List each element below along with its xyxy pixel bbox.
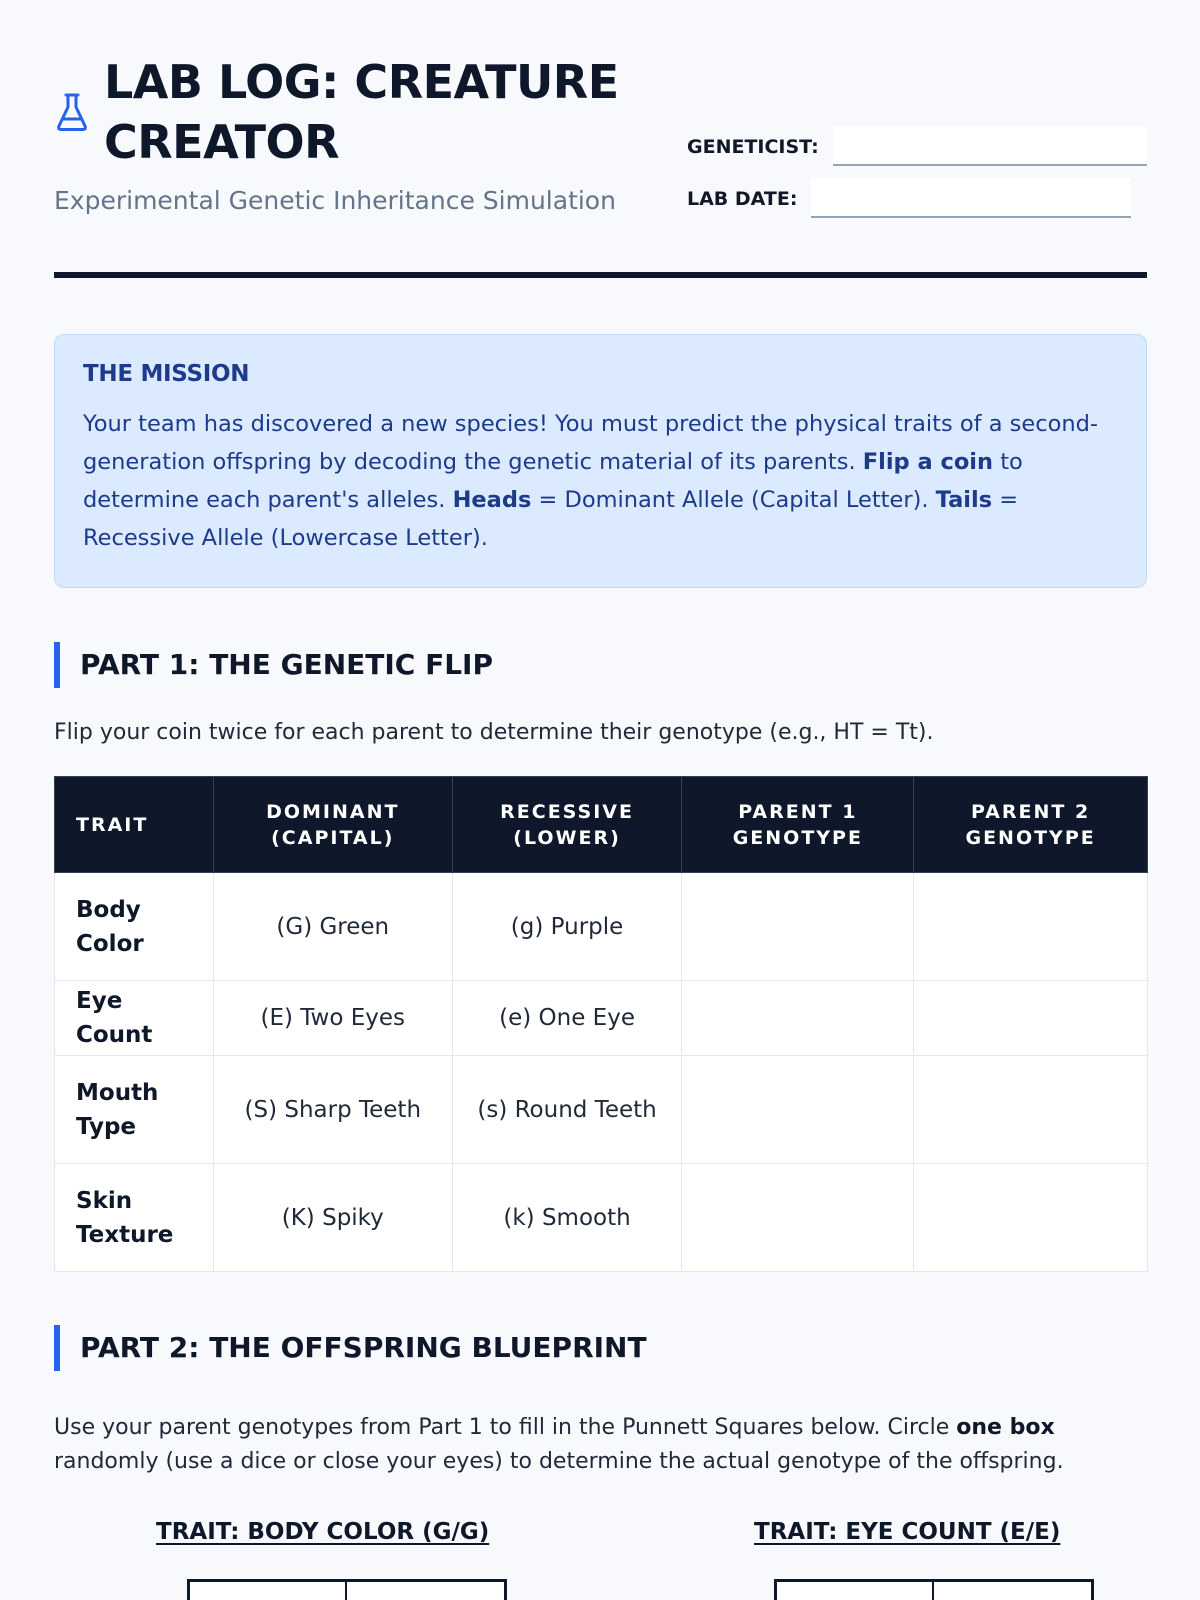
recessive-allele: (k) Smooth: [452, 1164, 682, 1272]
parent1-genotype-cell[interactable]: [682, 873, 914, 981]
header: [54, 52, 654, 215]
punnett-cell[interactable]: [347, 1582, 504, 1600]
page-title: LAB LOG: CREATURE CREATOR: [104, 55, 619, 169]
dominant-allele: (G) Green: [213, 873, 452, 981]
part2-instructions: Use your parent genotypes from Part 1 to fill in the Punnett Squares below. Circle one box randomly (use a dice or close your eyes) to determine the actual genotype of the offspring.: [54, 1415, 1064, 1474]
punnett-square-eye-count: [774, 1579, 1094, 1600]
geneticist-label: GENETICIST:: [687, 136, 819, 158]
part2-heading: PART 2: THE OFFSPRING BLUEPRINT: [54, 1325, 1147, 1371]
dominant-allele: (K) Spiky: [213, 1164, 452, 1272]
punnett-square-body-color: [187, 1579, 507, 1600]
mission-text: Your team has discovered a new species! You must predict the physical traits of a second-generation offspring by decoding the genetic material of its parents. Flip a coin to determine each parent's alleles. Heads = Dominant Allele (Capital Letter). Tails = Recessive Allele (Lowercase Letter).: [83, 411, 1099, 551]
lab-date-field[interactable]: [811, 178, 1131, 218]
column-header: DOMINANT (CAPITAL): [213, 777, 452, 873]
column-header: RECESSIVE (LOWER): [452, 777, 682, 873]
punnett-cell[interactable]: [777, 1582, 934, 1600]
parent2-genotype-cell[interactable]: [914, 981, 1148, 1056]
parent2-genotype-cell[interactable]: [914, 1164, 1148, 1272]
parent1-genotype-cell[interactable]: [682, 981, 914, 1056]
lab-date-label: LAB DATE:: [687, 188, 798, 210]
part1-instructions: Flip your coin twice for each parent to determine their genotype (e.g., HT = Tt).: [54, 720, 934, 745]
table-header-row: [55, 777, 1148, 873]
dominant-allele: (S) Sharp Teeth: [213, 1056, 452, 1164]
part1-heading: PART 1: THE GENETIC FLIP: [54, 642, 1147, 688]
parent1-genotype-cell[interactable]: [682, 1164, 914, 1272]
flask-icon: [54, 92, 90, 136]
punnett-label-eye-count: TRAIT: EYE COUNT (E/E): [754, 1519, 1061, 1545]
parent2-genotype-cell[interactable]: [914, 1056, 1148, 1164]
mission-box: [54, 334, 1147, 588]
punnett-label-body-color: TRAIT: BODY COLOR (G/G): [156, 1519, 490, 1545]
column-header: TRAIT: [55, 777, 214, 873]
column-header: PARENT 2 GENOTYPE: [914, 777, 1148, 873]
parent2-genotype-cell[interactable]: [914, 873, 1148, 981]
trait-name: Skin Texture: [55, 1164, 214, 1272]
punnett-cell[interactable]: [190, 1582, 347, 1600]
traits-table: [54, 776, 1148, 1272]
recessive-allele: (g) Purple: [452, 873, 682, 981]
trait-name: Mouth Type: [55, 1056, 214, 1164]
column-header: PARENT 1 GENOTYPE: [682, 777, 914, 873]
recessive-allele: (s) Round Teeth: [452, 1056, 682, 1164]
meta-fields: [687, 126, 1147, 230]
table-row: [55, 1164, 1148, 1272]
trait-name: Body Color: [55, 873, 214, 981]
parent1-genotype-cell[interactable]: [682, 1056, 914, 1164]
header-divider: [54, 272, 1147, 278]
dominant-allele: (E) Two Eyes: [213, 981, 452, 1056]
recessive-allele: (e) One Eye: [452, 981, 682, 1056]
trait-name: Eye Count: [55, 981, 214, 1056]
geneticist-field[interactable]: [833, 126, 1147, 166]
mission-title: THE MISSION: [83, 361, 250, 387]
table-row: [55, 981, 1148, 1056]
punnett-cell[interactable]: [934, 1582, 1091, 1600]
table-row: [55, 873, 1148, 981]
table-row: [55, 1056, 1148, 1164]
page-subtitle: Experimental Genetic Inheritance Simulation: [54, 186, 616, 215]
